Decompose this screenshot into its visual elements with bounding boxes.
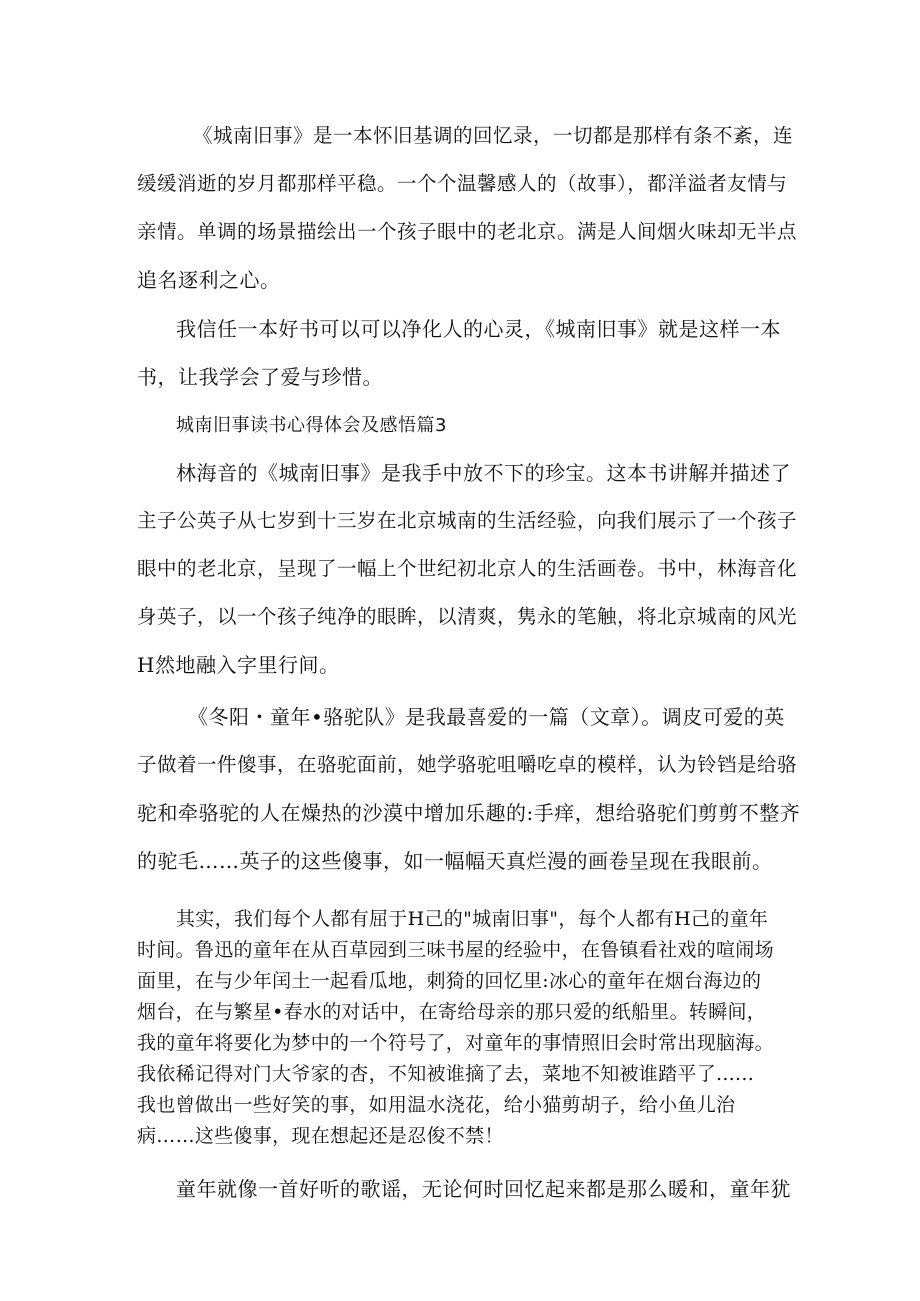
paragraph-3-line-5: H然地融入字里行间。 — [137, 653, 340, 677]
paragraph-2-line-1: 我信任一本好书可以可以净化人的心灵，《城南旧事》就是这样一本 — [176, 317, 781, 341]
paragraph-5-line-7: 我也曾做出一些好笑的事，如用温水浇花，给小猫剪胡子，给小鱼儿治 — [137, 1094, 736, 1116]
paragraph-3-line-1: 林海音的《城南旧事》是我手中放不下的珍宝。这本书讲解并描述了 — [176, 461, 791, 485]
paragraph-5-line-1: 其实，我们每个人都有屈于H己的"城南旧事"，每个人都有H己的童年 — [176, 908, 769, 930]
paragraph-3-line-2: 主子公英子从七岁到十三岁在北京城南的生活经验，向我们展示了一个孩子 — [137, 509, 798, 532]
paragraph-2-line-2: 书，让我学会了爱与珍惜。 — [137, 365, 383, 389]
paragraph-5-line-8: 病……这些傻事，现在想起还是忍俊不禁！ — [137, 1125, 504, 1147]
paragraph-1-line-1: 《城南旧事》是一本怀旧基调的回忆录，一切都是那样有条不紊，连 — [193, 124, 794, 147]
paragraph-5-line-2: 时间。鲁迅的童年在从百草园到三味书屋的经验中，在鲁镇看社戏的喧闹场 — [137, 939, 774, 961]
paragraph-1-line-2: 缓缓消逝的岁月都那样平稳。一个个温馨感人的（故事），都洋溢者友情与 — [137, 172, 788, 195]
paragraph-4-line-4: 的驼毛……英子的这些傻事，如一幅幅天真烂漫的画卷呈现在我眼前。 — [137, 849, 773, 873]
paragraph-3-line-4: 身英子，以一个孩子纯净的眼眸，以清爽，隽永的笔触，将北京城南的风光 — [137, 605, 798, 628]
paragraph-5-line-6: 我依稀记得对门大爷家的杏，不知被谁摘了去，菜地不知被谁踏平了...... — [137, 1063, 755, 1085]
paragraph-5-line-4: 烟台，在与繁星•春水的对话中，在寄给母亲的那只爱的纸船里。转瞬间， — [137, 1001, 767, 1023]
paragraph-1-line-3: 亲情。单调的场景描绘出一个孩子眼中的老北京。满是人间烟火味却无半点 — [137, 220, 798, 243]
section-heading: 城南旧事读书心得体会及感悟篇3 — [176, 415, 447, 436]
paragraph-6-line-1: 童年就像一首好听的歌谣，无论何时回忆起来都是那么暖和，童年犹 — [176, 1177, 791, 1201]
paragraph-4-line-2: 子做着一件傻事，在骆驼面前，她学骆驼咀嚼吃卓的模样，认为铃铛是给骆 — [137, 753, 798, 776]
paragraph-5-line-3: 面里，在与少年闰土一起看瓜地，刺猗的回忆里:冰心的童年在烟台海边的 — [137, 970, 762, 992]
paragraph-4-line-1: 《冬阳・童年•骆驼队》是我最喜爱的一篇（文章）。调皮可爱的英 — [188, 705, 785, 729]
paragraph-5-line-5: 我的童年将要化为梦中的一个符号了，对童年的事情照旧会时常出现脑海。 — [137, 1032, 774, 1054]
paragraph-1-line-4: 追名逐利之心。 — [137, 268, 281, 292]
paragraph-4-line-3: 驼和牵骆驼的人在燥热的沙漠中增加乐趣的:手痒，想给骆驼们剪剪不整齐 — [137, 801, 801, 825]
paragraph-3-line-3: 眼中的老北京，呈现了一幅上个世纪初北京人的生活画卷。书中，林海音化 — [137, 557, 798, 580]
